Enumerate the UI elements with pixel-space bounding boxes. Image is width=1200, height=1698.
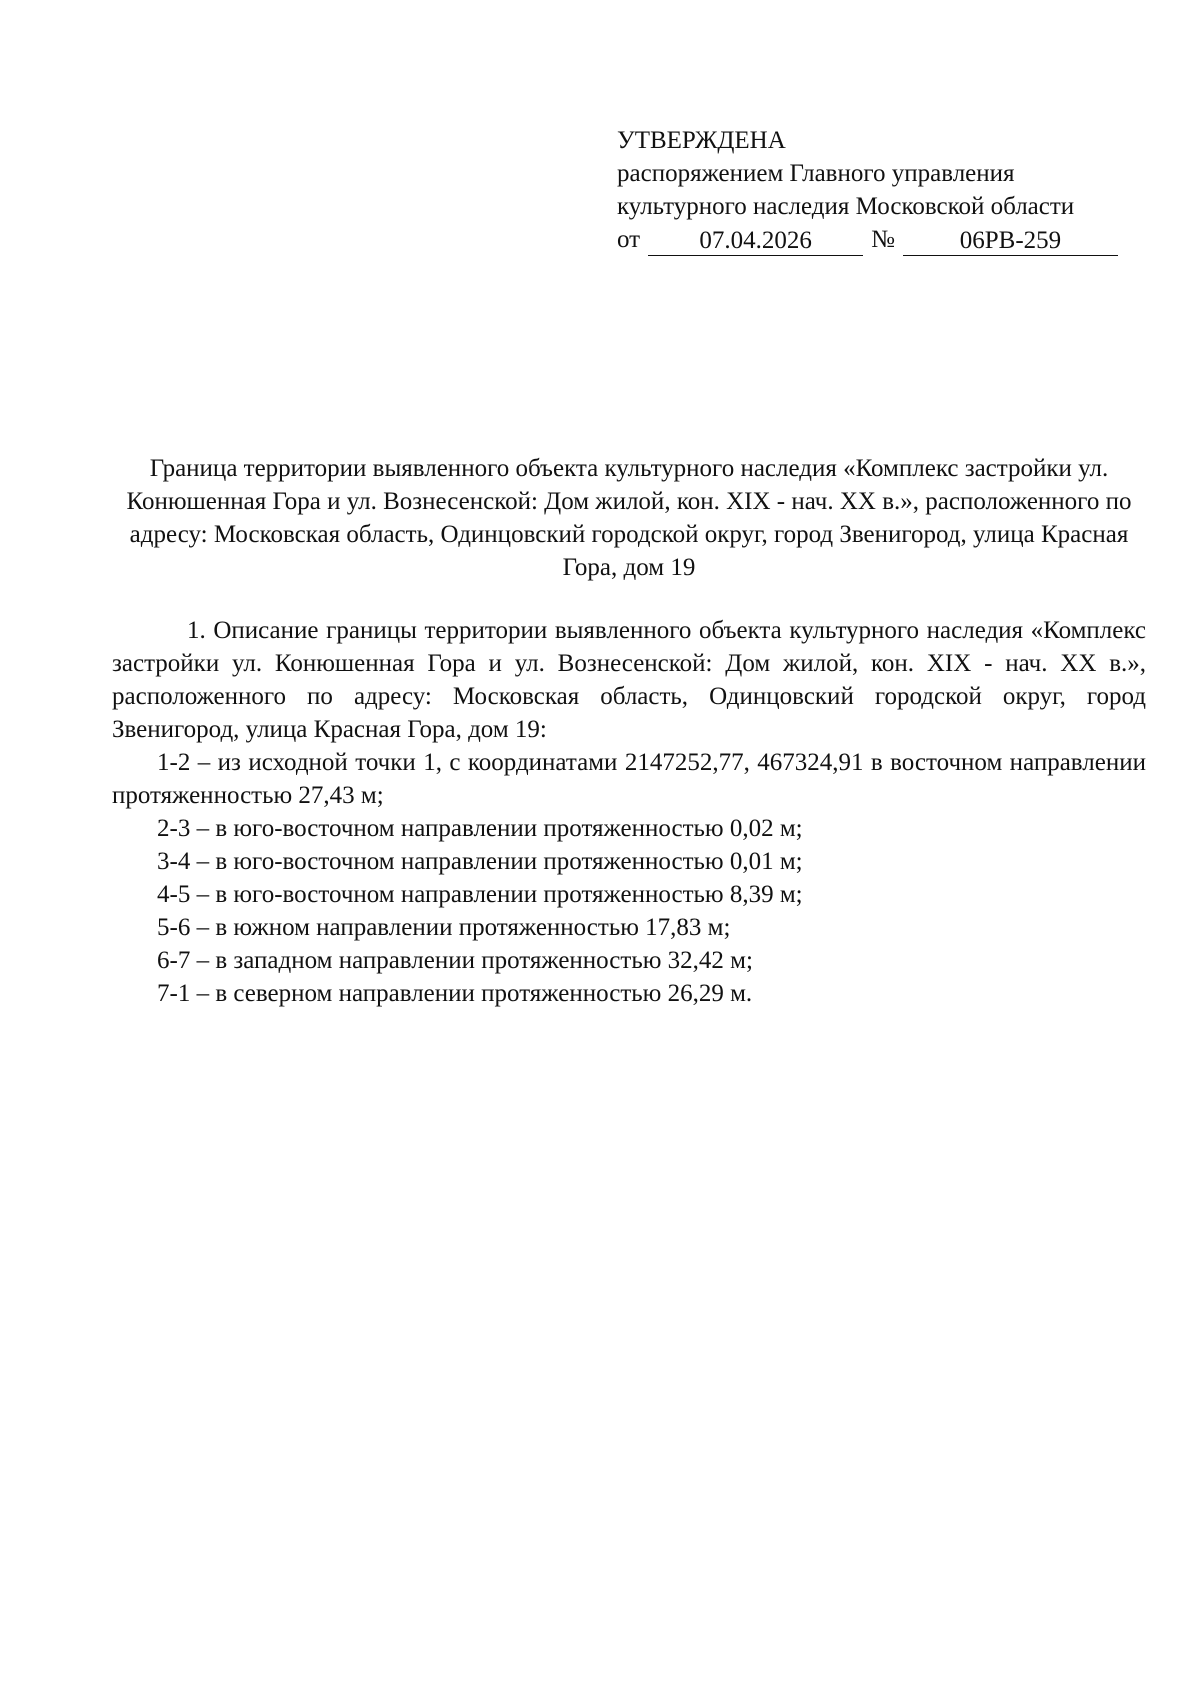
- boundary-step: 1-2 – из исходной точки 1, с координатами 2147252,77, 467324,91 в восточном направлении протяженностью 27,43 м;: [112, 749, 1146, 809]
- boundary-step: 6-7 – в западном направлении протяженностью 32,42 м;: [157, 947, 753, 974]
- approval-heading: УТВЕРЖДЕНА: [617, 127, 786, 154]
- boundary-description: [112, 614, 1146, 1010]
- from-label: от: [617, 226, 641, 253]
- boundary-step: 3-4 – в юго-восточном направлении протяженностью 0,01 м;: [157, 848, 803, 875]
- approval-date: 07.04.2026: [648, 225, 863, 256]
- approval-block: [617, 124, 1137, 256]
- document-title: Граница территории выявленного объекта культурного наследия «Комплекс застройки ул. Конюшенная Гора и ул. Вознесенской: Дом жилой, кон. XIX - нач. XX в.», расположенного по адресу: Московская область, Одинцовский городской округ, город Звенигород, улица Красная Гора, дом 19: [126, 455, 1132, 581]
- approval-line-1: распоряжением Главного управления: [617, 160, 1015, 187]
- approval-date-number-line: [617, 223, 1137, 256]
- boundary-step: 5-6 – в южном направлении протяженностью 17,83 м;: [157, 914, 731, 941]
- boundary-step: 7-1 – в северном направлении протяженностью 26,29 м.: [157, 980, 753, 1007]
- number-sign: №: [871, 226, 895, 253]
- boundary-step: 4-5 – в юго-восточном направлении протяженностью 8,39 м;: [157, 881, 803, 908]
- approval-line-2: культурного наследия Московской области: [617, 193, 1075, 220]
- section-intro: 1. Описание границы территории выявленного объекта культурного наследия «Комплекс застройки ул. Конюшенная Гора и ул. Вознесенской: Дом жилой, кон. XIX - нач. XX в.», расположенного по адресу: Московская область, Одинцовский городской округ, город Звенигород, улица Красная Гора, дом 19:: [112, 617, 1146, 743]
- approval-number: 06РВ-259: [903, 225, 1118, 256]
- boundary-step: 2-3 – в юго-восточном направлении протяженностью 0,02 м;: [157, 815, 803, 842]
